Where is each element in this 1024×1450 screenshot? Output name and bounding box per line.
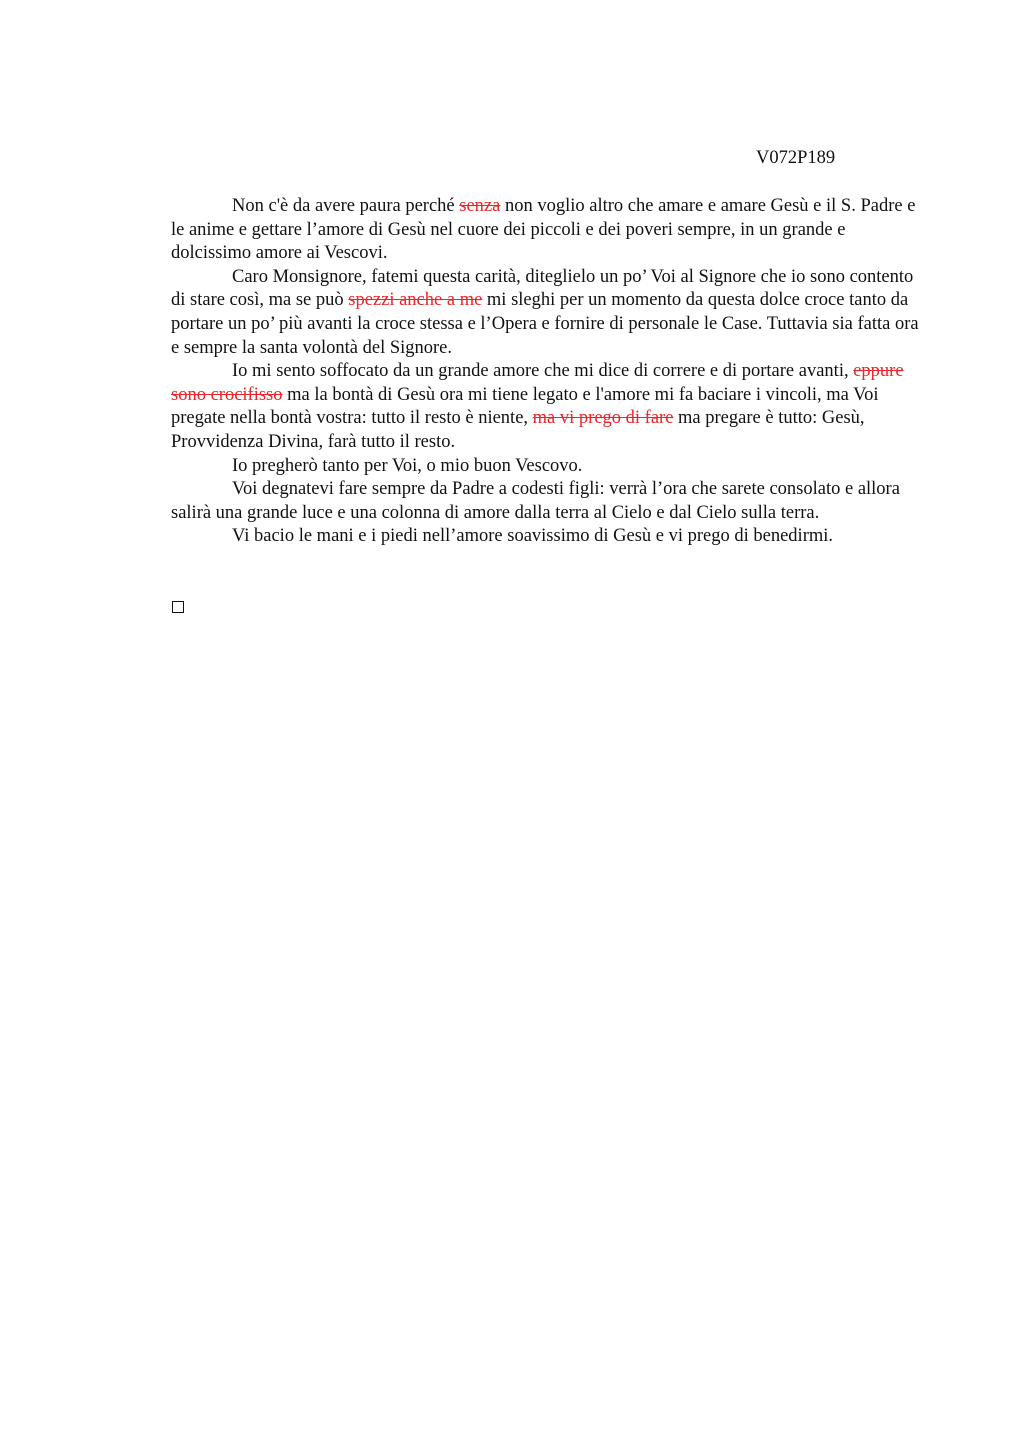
paragraph [171, 266, 921, 360]
text-segment: ma pregare è tutto: Gesù, Provvidenza Divina, farà tutto il resto. [171, 408, 865, 452]
text-segment: Io pregherò tanto per Voi, o mio buon Vescovo. [232, 455, 583, 476]
text-segment: ma la bontà di Gesù ora mi tiene legato e l'amore mi fa baciare i vincoli, ma Voi pregate nella bontà vostra: tutto il resto è niente, [171, 384, 879, 429]
text-segment: Voi degnatevi fare sempre da Padre a codesti figli: verrà l’ora che sarete consolato e allora salirà una grande luce e una colonna di amore dalla terra al Cielo e dal Cielo sulla terra. [171, 479, 900, 523]
text-segment: mi sleghi per un momento da questa dolce croce tanto da portare un po’ più avanti la croce stessa e l’Opera e fornire di personale le Case. Tuttavia sia fatta ora e sempre la santa volontà del Signore. [171, 290, 919, 358]
deleted-text: eppure sono crocifisso [171, 361, 904, 405]
deleted-text: spezzi anche a me [348, 290, 483, 311]
page-identifier: V072P189 [756, 148, 836, 168]
paragraph [171, 195, 921, 266]
paragraph [171, 455, 921, 479]
text-segment: Non c'è da avere paura perché [232, 196, 460, 216]
text-segment: Caro Monsignore, fatemi questa carità, diteglielo un po’ Voi al Signore che io sono contento di stare così, ma se può [171, 266, 914, 311]
text-segment: non voglio altro che amare e amare Gesù e il S. Padre e le anime e gettare l’amore di Gesù nel cuore dei piccoli e dei poveri sempre, in un grande e dolcissimo amore ai Vescovi. [171, 196, 916, 264]
letter-body [171, 195, 921, 549]
deleted-text: ma vi prego di fare [532, 408, 674, 429]
paragraph [171, 478, 921, 525]
paragraph [171, 525, 921, 549]
text-segment: Io mi sento soffocato da un grande amore che mi dice di correre e di portare avanti, [232, 361, 854, 382]
text-segment: Vi bacio le mani e i piedi nell’amore soavissimo di Gesù e vi prego di benedirmi. [232, 526, 834, 547]
deleted-text: senza [459, 196, 501, 216]
empty-square-icon [172, 601, 184, 613]
paragraph [171, 360, 921, 454]
